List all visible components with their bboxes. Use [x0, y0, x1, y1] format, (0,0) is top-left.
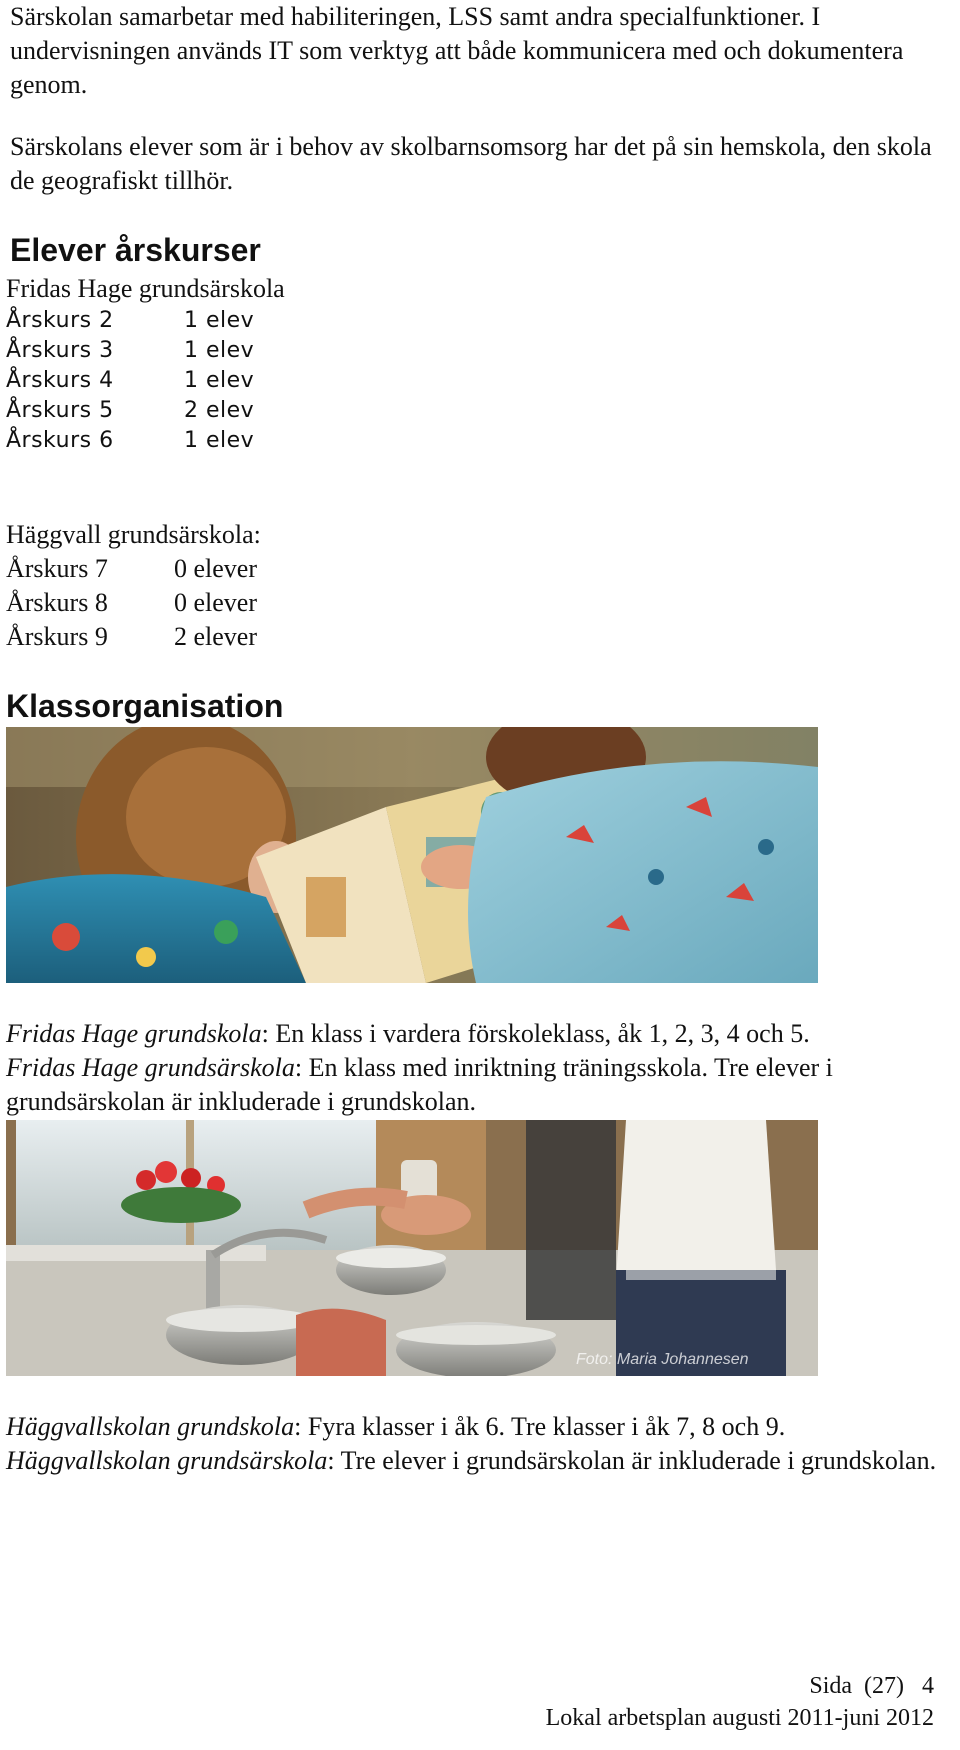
grade-row: Årskurs 2 1 elev [6, 308, 255, 333]
page-indicator: Sida (27) 4 [809, 1673, 934, 1699]
haggvall-grundsarskola-title: Häggvall grundsärskola: [6, 520, 261, 549]
haggvall-grundskola-caption: Häggvallskolan grundskola: Fyra klasser i åk 6. Tre klasser i åk 7, 8 och 9. [6, 1412, 786, 1441]
elever-heading: Elever årskurser [10, 232, 261, 268]
grade-row: Årskurs 9 2 elever [6, 622, 258, 651]
document-title: Lokal arbetsplan augusti 2011-juni 2012 [545, 1705, 934, 1731]
kitchen-photo [6, 1120, 818, 1376]
fridas-grundsarskola-title: Fridas Hage grundsärskola [6, 274, 285, 303]
grade-row: Årskurs 3 1 elev [6, 338, 255, 363]
footer [334, 1670, 934, 1734]
haggvall-grade-list [6, 552, 257, 654]
intro-paragraph-1: Särskolan samarbetar med habiliteringen, LSS samt andra specialfunktioner. I undervisningen används IT som verktyg att både kommunicera med och dokumentera genom. [10, 2, 904, 99]
grade-row: Årskurs 8 0 elever [6, 588, 258, 617]
fridas-grade-list [6, 306, 254, 456]
intro-paragraph-2: Särskolans elever som är i behov av skolbarnsomsorg har det på sin hemskola, den skola de geografiskt tillhör. [10, 132, 932, 195]
photo-credit: Foto: Maria Johannesen [576, 1351, 749, 1368]
children-reading-photo [6, 727, 818, 983]
page-number: 4 [922, 1673, 934, 1699]
fridas-grundsarskola-caption: Fridas Hage grundsärskola: En klass med inriktning träningsskola. Tre elever i grundsärskolan är inkluderade i grundskolan. [6, 1053, 833, 1116]
klassorganisation-heading: Klassorganisation [6, 688, 284, 724]
grade-row: Årskurs 7 0 elever [6, 554, 258, 583]
fridas-grundskola-caption: Fridas Hage grundskola: En klass i vardera förskoleklass, åk 1, 2, 3, 4 och 5. [6, 1019, 810, 1048]
grade-row: Årskurs 6 1 elev [6, 428, 255, 453]
haggvall-grundsarskola-caption: Häggvallskolan grundsärskola: Tre elever i grundsärskolan är inkluderade i grundskolan. [6, 1446, 937, 1475]
grade-row: Årskurs 5 2 elev [6, 398, 255, 423]
grade-row: Årskurs 4 1 elev [6, 368, 255, 393]
